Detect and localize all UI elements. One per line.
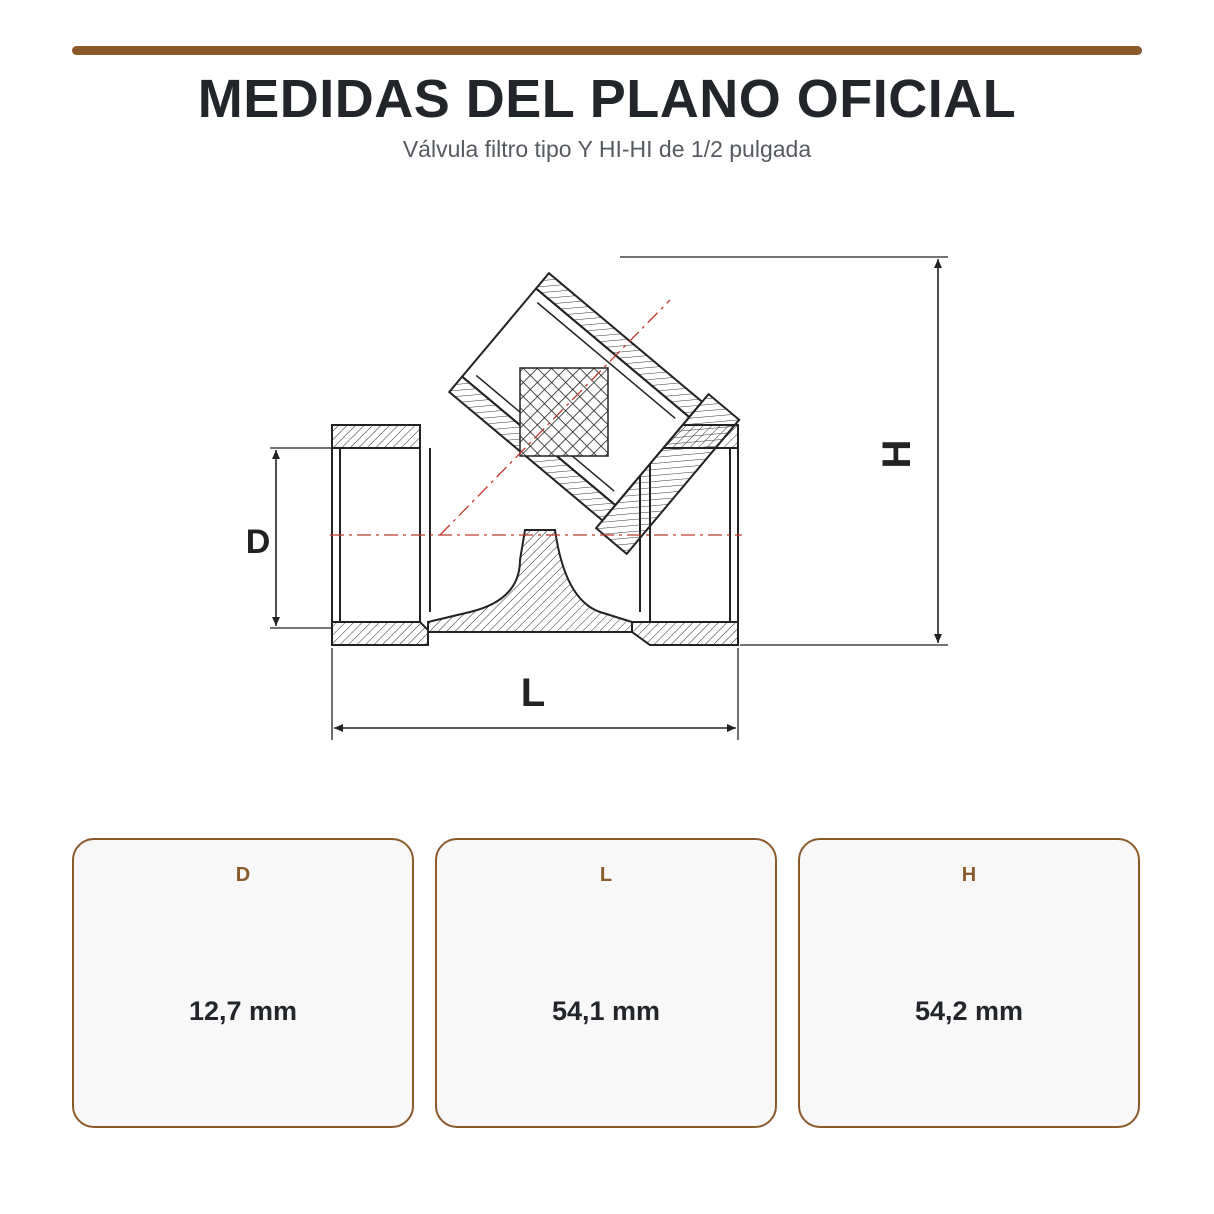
top-rule [72,46,1142,55]
label-d: D [245,523,271,561]
measure-value: 12,7 mm [188,996,298,1026]
measure-card-h [798,838,1140,1128]
label-l: L [520,671,546,715]
measure-card-l [435,838,777,1128]
valve-body [332,266,739,645]
measure-card-d [72,838,414,1128]
page-title: MEDIDAS DEL PLANO OFICIAL [197,69,1017,129]
measure-label: D [235,864,251,886]
measure-label: H [961,864,977,886]
measure-value: 54,2 mm [914,996,1024,1026]
measure-label: L [599,864,613,886]
measure-value: 54,1 mm [551,996,661,1026]
page-subtitle: Válvula filtro tipo Y HI-HI de 1/2 pulgada [402,136,812,162]
valve-technical-drawing [230,240,990,760]
label-h: H [875,439,919,469]
